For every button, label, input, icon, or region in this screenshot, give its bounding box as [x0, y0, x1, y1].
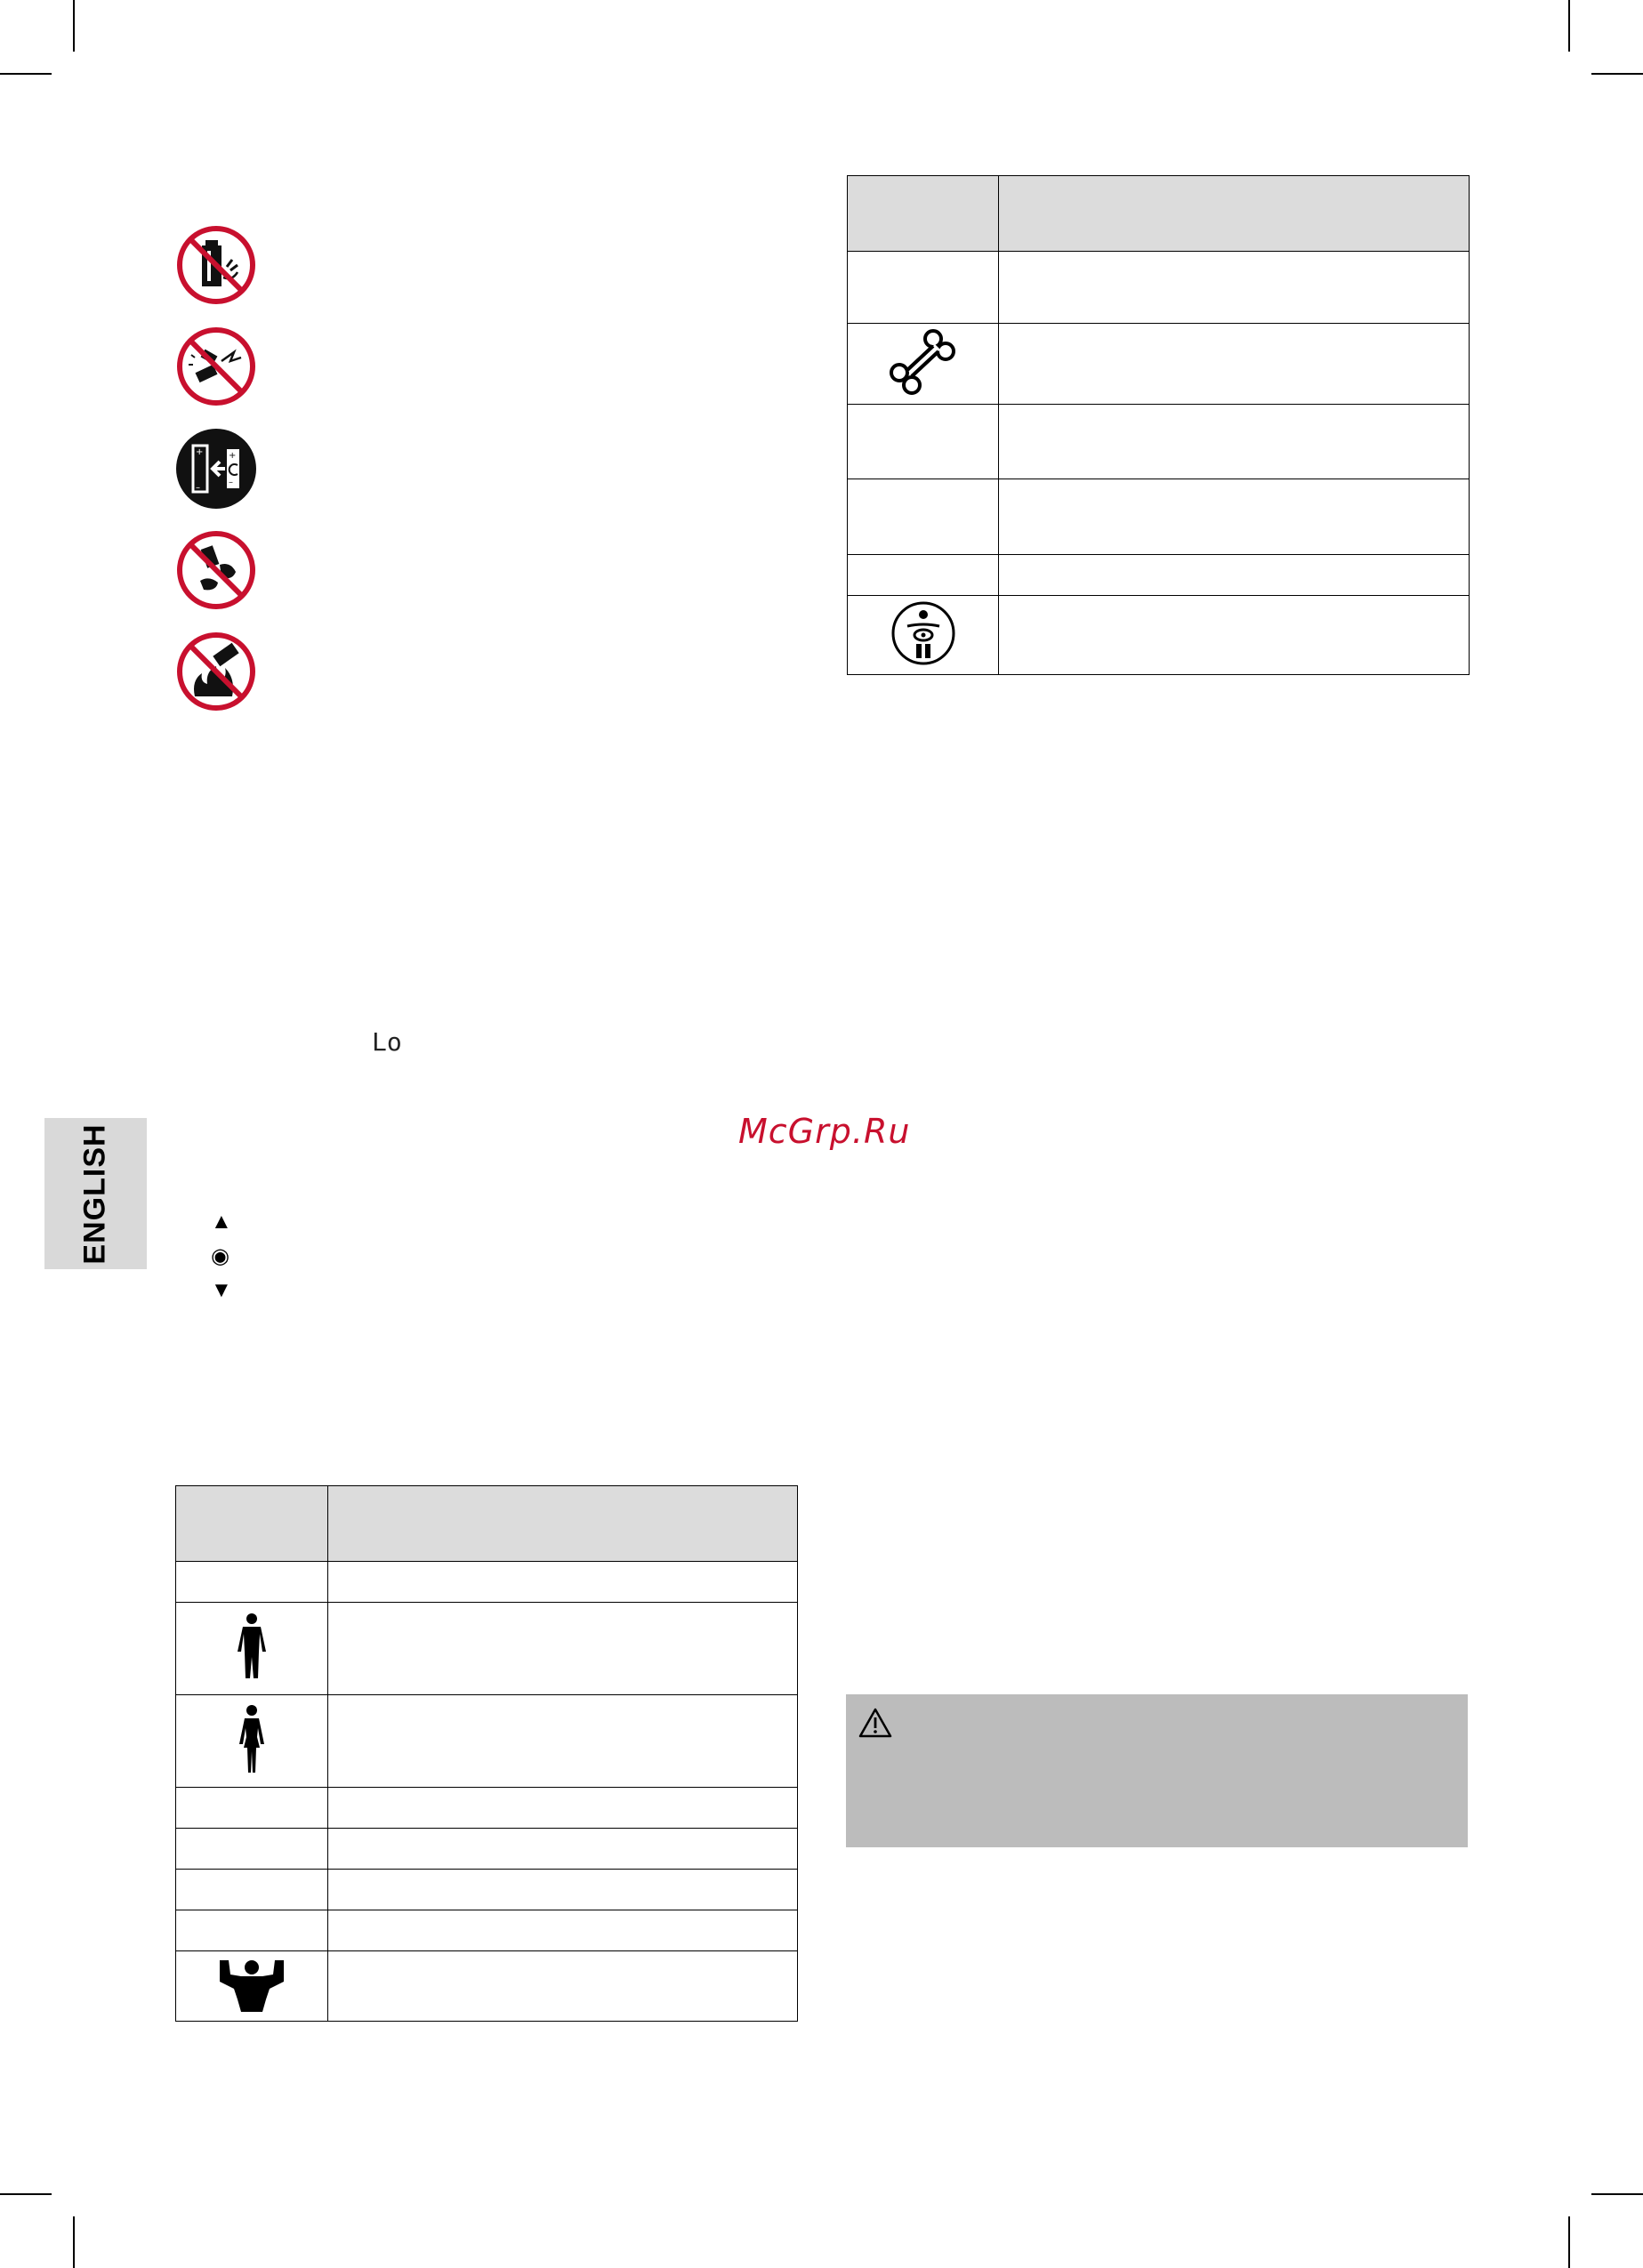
table-row [176, 1910, 798, 1951]
female-figure-icon [234, 1703, 270, 1774]
table-header-row [848, 176, 1470, 252]
top-right-table [847, 175, 1470, 675]
table-row [848, 324, 1470, 405]
no-short-circuit-battery-icon [175, 326, 257, 407]
caution-box [846, 1694, 1468, 1847]
svg-text:+: + [229, 451, 237, 461]
crop-mark [0, 73, 52, 75]
no-fire-battery-icon [175, 631, 257, 712]
table-row [176, 1562, 798, 1603]
table-row [176, 1695, 798, 1788]
muscle-figure-icon [214, 1955, 289, 2014]
table-row [176, 1788, 798, 1829]
bottom-left-table [175, 1485, 798, 2022]
language-tab [44, 1118, 147, 1269]
svg-text:+: + [196, 447, 204, 457]
low-battery-readout: Lo [372, 1027, 402, 1057]
bone-icon [887, 326, 960, 398]
up-arrow-icon: ▲ [211, 1210, 232, 1234]
table-row [848, 479, 1470, 555]
set-button-icon: ◉ [211, 1244, 230, 1268]
person-visceral-fat-icon [890, 599, 957, 667]
crop-mark [73, 2216, 75, 2268]
no-crush-battery-icon [175, 529, 257, 611]
table-row [848, 252, 1470, 324]
svg-text:–: – [229, 478, 233, 487]
crop-mark [1591, 2193, 1643, 2195]
crop-mark [73, 0, 75, 52]
watermark: McGrp.Ru [738, 1112, 911, 1151]
table-row [176, 1829, 798, 1870]
table-row [176, 1951, 798, 2022]
table-row [848, 596, 1470, 675]
crop-mark [1568, 2216, 1570, 2268]
warning-triangle-icon [858, 1707, 893, 1739]
battery-polarity-icon [175, 428, 257, 510]
crop-mark [1568, 0, 1570, 52]
language-tab-label: ENGLISH [78, 1122, 112, 1265]
table-header-row [176, 1486, 798, 1562]
crop-mark [1591, 73, 1643, 75]
svg-text:–: – [196, 483, 200, 493]
table-row [176, 1870, 798, 1910]
male-figure-icon [234, 1613, 270, 1680]
down-arrow-icon: ▼ [211, 1278, 232, 1302]
table-row [176, 1603, 798, 1695]
crop-mark [0, 2193, 52, 2195]
no-disassemble-battery-icon [175, 224, 257, 306]
table-row [848, 405, 1470, 479]
table-row [848, 555, 1470, 596]
